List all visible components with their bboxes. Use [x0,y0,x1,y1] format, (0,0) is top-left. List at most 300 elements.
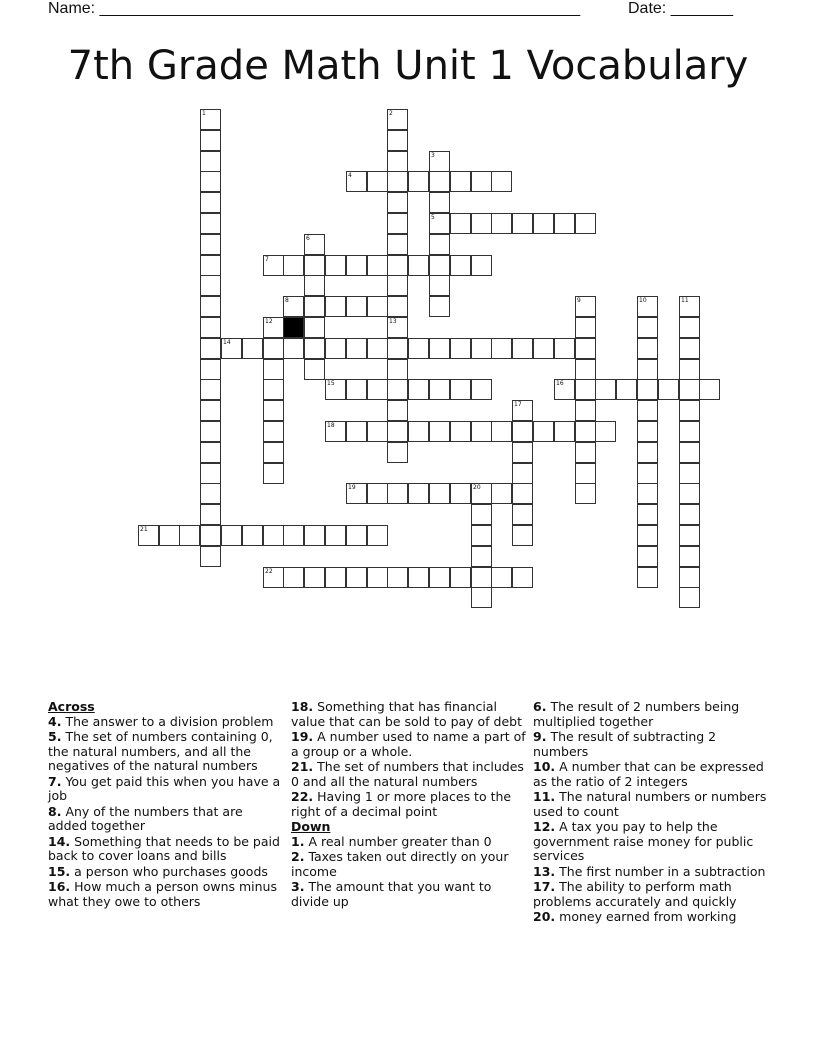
grid-cell[interactable] [408,421,429,442]
grid-cell[interactable] [387,421,408,442]
grid-cell[interactable] [491,567,512,588]
clue-text: A tax you pay to help the government raise money for public services [533,819,754,863]
grid-cell[interactable] [283,567,304,588]
grid-cell[interactable] [595,379,616,400]
grid-cell[interactable] [679,421,700,442]
clue-number: 3. [291,879,305,894]
grid-cell[interactable] [304,525,325,546]
grid-cell[interactable] [637,359,658,380]
clue-number-label: 8 [285,297,289,304]
clue-number: 9. [533,729,547,744]
clue-number-label: 11 [681,297,689,304]
clue-number: 14. [48,833,71,849]
clue-down-20 [533,910,769,925]
clue-number-label: 9 [577,297,581,304]
clue-down-11 [533,790,769,819]
grid-cell[interactable] [387,379,408,400]
grid-cell[interactable] [679,463,700,484]
clue-across-14 [48,835,284,864]
grid-cell[interactable] [429,275,450,296]
grid-cell[interactable] [491,421,512,442]
grid-cell[interactable] [304,338,325,359]
grid-cell[interactable] [637,400,658,421]
clue-text: The set of numbers that includes 0 and all the natural numbers [291,759,524,789]
clue-number-label: 18 [327,422,335,429]
grid-cell[interactable] [263,338,284,359]
grid-cell[interactable] [304,255,325,276]
clue-number: 2. [291,849,305,864]
grid-cell[interactable] [325,525,346,546]
grid-cell[interactable] [429,421,450,442]
grid-cell[interactable] [367,296,388,317]
grid-cell[interactable] [387,442,408,463]
grid-cell[interactable] [387,192,408,213]
clue-text: A real number greater than 0 [308,833,492,849]
grid-cell[interactable] [554,379,575,400]
grid-cell[interactable] [575,296,596,317]
grid-cell[interactable] [512,463,533,484]
clue-text: The set of numbers containing 0, the natural numbers, and all the negatives of the natural numbers [48,729,273,773]
grid-cell[interactable] [263,400,284,421]
grid-cell[interactable] [367,421,388,442]
grid-cell[interactable] [512,483,533,504]
grid-cell[interactable] [367,255,388,276]
grid-cell[interactable] [491,171,512,192]
grid-cell[interactable] [658,379,679,400]
clue-number-label: 6 [306,235,310,242]
date-field[interactable]: Date: _______ [628,0,733,17]
grid-cell[interactable] [679,379,700,400]
grid-cell[interactable] [679,359,700,380]
grid-cell[interactable] [575,400,596,421]
clue-down-2 [291,850,527,879]
grid-cell[interactable] [429,567,450,588]
grid-cell[interactable] [512,400,533,421]
grid-cell[interactable] [221,525,242,546]
clues-column-3 [533,700,769,926]
grid-cell[interactable] [387,567,408,588]
grid-cell[interactable] [679,296,700,317]
grid-cell[interactable] [679,400,700,421]
clue-number-label: 19 [348,484,356,491]
clue-number: 1. [291,833,305,849]
clue-number-label: 5 [431,214,435,221]
grid-cell[interactable] [200,213,221,234]
grid-cell[interactable] [387,234,408,255]
grid-cell[interactable] [575,463,596,484]
clue-text: A number used to name a part of a group or a whole. [291,729,526,759]
clue-across-22 [291,790,527,819]
grid-cell[interactable] [325,296,346,317]
grid-cell[interactable] [471,525,492,546]
across-heading: Across [48,699,95,714]
grid-cell[interactable] [325,338,346,359]
grid-cell[interactable] [637,504,658,525]
grid-cell[interactable] [242,338,263,359]
grid-cell[interactable] [263,255,284,276]
grid-cell[interactable] [200,234,221,255]
clue-number-label: 16 [556,380,564,387]
clues-column-2 [291,700,527,910]
grid-cell[interactable] [450,421,471,442]
grid-cell[interactable] [429,338,450,359]
grid-cell[interactable] [200,483,221,504]
clue-number-label: 2 [389,110,393,117]
clue-number-label: 1 [202,110,206,117]
grid-cell[interactable] [471,587,492,608]
grid-cell[interactable] [637,296,658,317]
clue-number: 13. [533,863,556,879]
grid-cell[interactable] [367,483,388,504]
clue-number: 22. [291,789,314,804]
clue-number: 15. [48,863,71,879]
grid-cell[interactable] [637,317,658,338]
grid-cell[interactable] [471,483,492,504]
grid-cell[interactable] [679,317,700,338]
grid-cell[interactable] [450,379,471,400]
grid-cell[interactable] [450,483,471,504]
grid-cell[interactable] [679,338,700,359]
grid-cell[interactable] [263,359,284,380]
grid-cell[interactable] [408,171,429,192]
grid-cell[interactable] [533,338,554,359]
grid-cell[interactable] [637,442,658,463]
clue-number: 12. [533,819,556,834]
grid-cell[interactable] [367,567,388,588]
grid-cell[interactable] [200,171,221,192]
grid-cell[interactable] [471,567,492,588]
grid-cell[interactable] [554,338,575,359]
grid-cell[interactable] [471,546,492,567]
grid-cell[interactable] [200,275,221,296]
grid-cell[interactable] [387,130,408,151]
clue-text: Having 1 or more places to the right of a decimal point [291,789,512,819]
grid-cell[interactable] [637,525,658,546]
grid-cell[interactable] [471,421,492,442]
page-title: 7th Grade Math Unit 1 Vocabulary [67,43,749,89]
clue-across-21 [291,760,527,789]
clue-number-label: 3 [431,152,435,159]
clue-number: 20. [533,909,556,924]
grid-cell[interactable] [575,421,596,442]
grid-cell[interactable] [346,483,367,504]
grid-cell[interactable] [367,525,388,546]
grid-cell[interactable] [491,213,512,234]
clue-text: A number that can be expressed as the ratio of 2 integers [533,759,764,789]
grid-cell[interactable] [200,338,221,359]
grid-cell[interactable] [512,442,533,463]
grid-cell[interactable] [450,255,471,276]
clue-number-label: 12 [265,318,273,325]
clue-number: 18. [291,699,314,714]
clue-text: Taxes taken out directly on your income [291,849,509,879]
grid-cell[interactable] [575,213,596,234]
grid-cell[interactable] [200,525,221,546]
grid-cell[interactable] [637,567,658,588]
grid-cell[interactable] [637,483,658,504]
grid-cell[interactable] [471,171,492,192]
grid-cell[interactable] [637,379,658,400]
clue-down-10 [533,760,769,789]
grid-cell[interactable] [679,442,700,463]
grid-cell[interactable] [408,379,429,400]
clue-text: Something that needs to be paid back to cover loans and bills [48,833,280,863]
clue-across-4 [48,715,284,730]
clue-down-13 [533,865,769,880]
grid-cell[interactable] [429,296,450,317]
grid-cell[interactable] [679,525,700,546]
grid-cell[interactable] [471,379,492,400]
grid-cell[interactable] [263,317,284,338]
clue-down-3 [291,880,527,909]
clue-number: 6. [533,699,547,714]
grid-cell[interactable] [471,213,492,234]
grid-cell[interactable] [346,171,367,192]
grid-cell[interactable] [325,567,346,588]
grid-cell[interactable] [346,421,367,442]
grid-cell[interactable] [387,359,408,380]
grid-cell[interactable] [450,338,471,359]
grid-cell[interactable] [325,255,346,276]
clue-number-label: 15 [327,380,335,387]
clue-number-label: 17 [514,401,522,408]
clue-text: How much a person owns minus what they owe to others [48,879,277,909]
grid-cell[interactable] [408,483,429,504]
grid-cell[interactable] [616,379,637,400]
grid-cell[interactable] [575,317,596,338]
grid-cell[interactable] [679,567,700,588]
clue-down-12 [533,820,769,864]
grid-cell[interactable] [200,400,221,421]
grid-cell[interactable] [200,421,221,442]
clue-text: You get paid this when you have a job [48,773,281,803]
grid-cell[interactable] [512,421,533,442]
grid-cell[interactable] [283,255,304,276]
grid-cell[interactable] [263,463,284,484]
grid-cell[interactable] [263,525,284,546]
clue-across-7 [48,775,284,804]
grid-cell[interactable] [304,567,325,588]
grid-cell[interactable] [283,296,304,317]
grid-cell[interactable] [200,359,221,380]
grid-cell[interactable] [387,213,408,234]
clues-column-1 [48,700,284,910]
grid-cell[interactable] [408,255,429,276]
clue-down-6 [533,700,769,729]
clue-across-15 [48,865,284,880]
name-field[interactable]: Name: ______________________________________________________ [48,0,581,17]
grid-cell[interactable] [491,483,512,504]
grid-cell[interactable] [679,587,700,608]
clue-number-label: 22 [265,568,273,575]
grid-cell[interactable] [304,234,325,255]
grid-cell[interactable] [304,359,325,380]
grid-cell[interactable] [575,379,596,400]
grid-cell[interactable] [387,296,408,317]
grid-cell[interactable] [263,567,284,588]
grid-cell[interactable] [242,525,263,546]
clue-number: 16. [48,879,71,894]
clue-text: The natural numbers or numbers used to count [533,789,767,819]
clue-text: The result of subtracting 2 numbers [533,729,717,759]
grid-cell[interactable] [346,255,367,276]
grid-cell[interactable] [346,379,367,400]
grid-cell[interactable] [221,338,242,359]
black-cell [283,317,304,338]
clue-number-label: 14 [223,339,231,346]
grid-cell[interactable] [304,275,325,296]
clue-number: 11. [533,789,556,804]
grid-cell[interactable] [200,296,221,317]
clue-text: a person who purchases goods [74,863,268,879]
grid-cell[interactable] [637,338,658,359]
grid-cell[interactable] [575,338,596,359]
grid-cell[interactable] [159,525,180,546]
grid-cell[interactable] [387,275,408,296]
grid-cell[interactable] [200,442,221,463]
grid-cell[interactable] [346,567,367,588]
grid-cell[interactable] [595,421,616,442]
clue-across-8 [48,805,284,834]
grid-cell[interactable] [429,192,450,213]
clue-text: The result of 2 numbers being multiplied together [533,699,740,729]
grid-cell[interactable] [387,255,408,276]
grid-cell[interactable] [200,317,221,338]
grid-cell[interactable] [387,338,408,359]
clue-text: The answer to a division problem [65,713,274,729]
clue-down-1 [291,835,527,850]
grid-cell[interactable] [471,504,492,525]
grid-cell[interactable] [346,525,367,546]
clue-number-label: 13 [389,318,397,325]
grid-cell[interactable] [679,483,700,504]
grid-cell[interactable] [471,255,492,276]
grid-cell[interactable] [138,525,159,546]
grid-cell[interactable] [512,504,533,525]
grid-cell[interactable] [387,317,408,338]
grid-cell[interactable] [304,296,325,317]
grid-cell[interactable] [450,213,471,234]
grid-cell[interactable] [429,234,450,255]
clue-number-label: 7 [265,256,269,263]
grid-cell[interactable] [637,463,658,484]
grid-cell[interactable] [512,213,533,234]
grid-cell[interactable] [263,442,284,463]
grid-cell[interactable] [325,379,346,400]
grid-cell[interactable] [304,317,325,338]
grid-cell[interactable] [200,192,221,213]
grid-cell[interactable] [450,567,471,588]
clue-number: 21. [291,759,314,774]
grid-cell[interactable] [512,567,533,588]
clue-text: Something that has financial value that can be sold to pay of debt [291,699,523,729]
grid-cell[interactable] [699,379,720,400]
grid-cell[interactable] [200,463,221,484]
grid-cell[interactable] [200,379,221,400]
grid-cell[interactable] [346,296,367,317]
grid-cell[interactable] [200,546,221,567]
grid-cell[interactable] [533,421,554,442]
grid-cell[interactable] [408,338,429,359]
clue-number-label: 20 [473,484,481,491]
clue-number: 10. [533,759,556,774]
clue-text: The ability to perform math problems accurately and quickly [533,879,737,909]
grid-cell[interactable] [283,338,304,359]
grid-cell[interactable] [387,151,408,172]
grid-cell[interactable] [637,421,658,442]
grid-cell[interactable] [554,421,575,442]
grid-cell[interactable] [367,338,388,359]
grid-cell[interactable] [200,151,221,172]
grid-cell[interactable] [575,483,596,504]
grid-cell[interactable] [283,525,304,546]
grid-cell[interactable] [325,421,346,442]
grid-cell[interactable] [387,483,408,504]
clue-across-16 [48,880,284,909]
clue-across-18 [291,700,527,729]
down-heading: Down [291,819,331,834]
grid-cell[interactable] [387,400,408,421]
grid-cell[interactable] [387,109,408,130]
grid-cell[interactable] [512,525,533,546]
grid-cell[interactable] [637,546,658,567]
grid-cell[interactable] [429,255,450,276]
clue-number: 19. [291,729,314,744]
grid-cell[interactable] [367,379,388,400]
clue-number: 8. [48,803,62,819]
grid-cell[interactable] [263,379,284,400]
clue-text: money earned from working [559,909,737,924]
grid-cell[interactable] [450,171,471,192]
grid-cell[interactable] [554,213,575,234]
grid-cell[interactable] [367,171,388,192]
grid-cell[interactable] [533,213,554,234]
clue-text: The amount that you want to divide up [291,879,492,909]
clue-number: 7. [48,773,62,789]
grid-cell[interactable] [200,109,221,130]
clue-number-label: 4 [348,172,352,179]
grid-cell[interactable] [429,213,450,234]
clue-down-9 [533,730,769,759]
grid-cell[interactable] [429,483,450,504]
clue-number: 5. [48,729,62,744]
grid-cell[interactable] [408,567,429,588]
clue-number-label: 21 [140,526,148,533]
grid-cell[interactable] [679,546,700,567]
grid-cell[interactable] [575,359,596,380]
grid-cell[interactable] [429,151,450,172]
grid-cell[interactable] [491,338,512,359]
grid-cell[interactable] [429,379,450,400]
clue-text: The first number in a subtraction [559,863,766,879]
clue-number: 4. [48,713,62,729]
grid-cell[interactable] [387,171,408,192]
grid-cell[interactable] [179,525,200,546]
clue-number: 17. [533,879,556,894]
grid-cell[interactable] [575,442,596,463]
grid-cell[interactable] [346,338,367,359]
clue-text: Any of the numbers that are added together [48,803,243,833]
grid-cell[interactable] [679,504,700,525]
grid-cell[interactable] [263,421,284,442]
grid-cell[interactable] [200,255,221,276]
grid-cell[interactable] [200,504,221,525]
grid-cell[interactable] [512,338,533,359]
clue-number-label: 10 [639,297,647,304]
grid-cell[interactable] [200,130,221,151]
grid-cell[interactable] [471,338,492,359]
grid-cell[interactable] [429,171,450,192]
